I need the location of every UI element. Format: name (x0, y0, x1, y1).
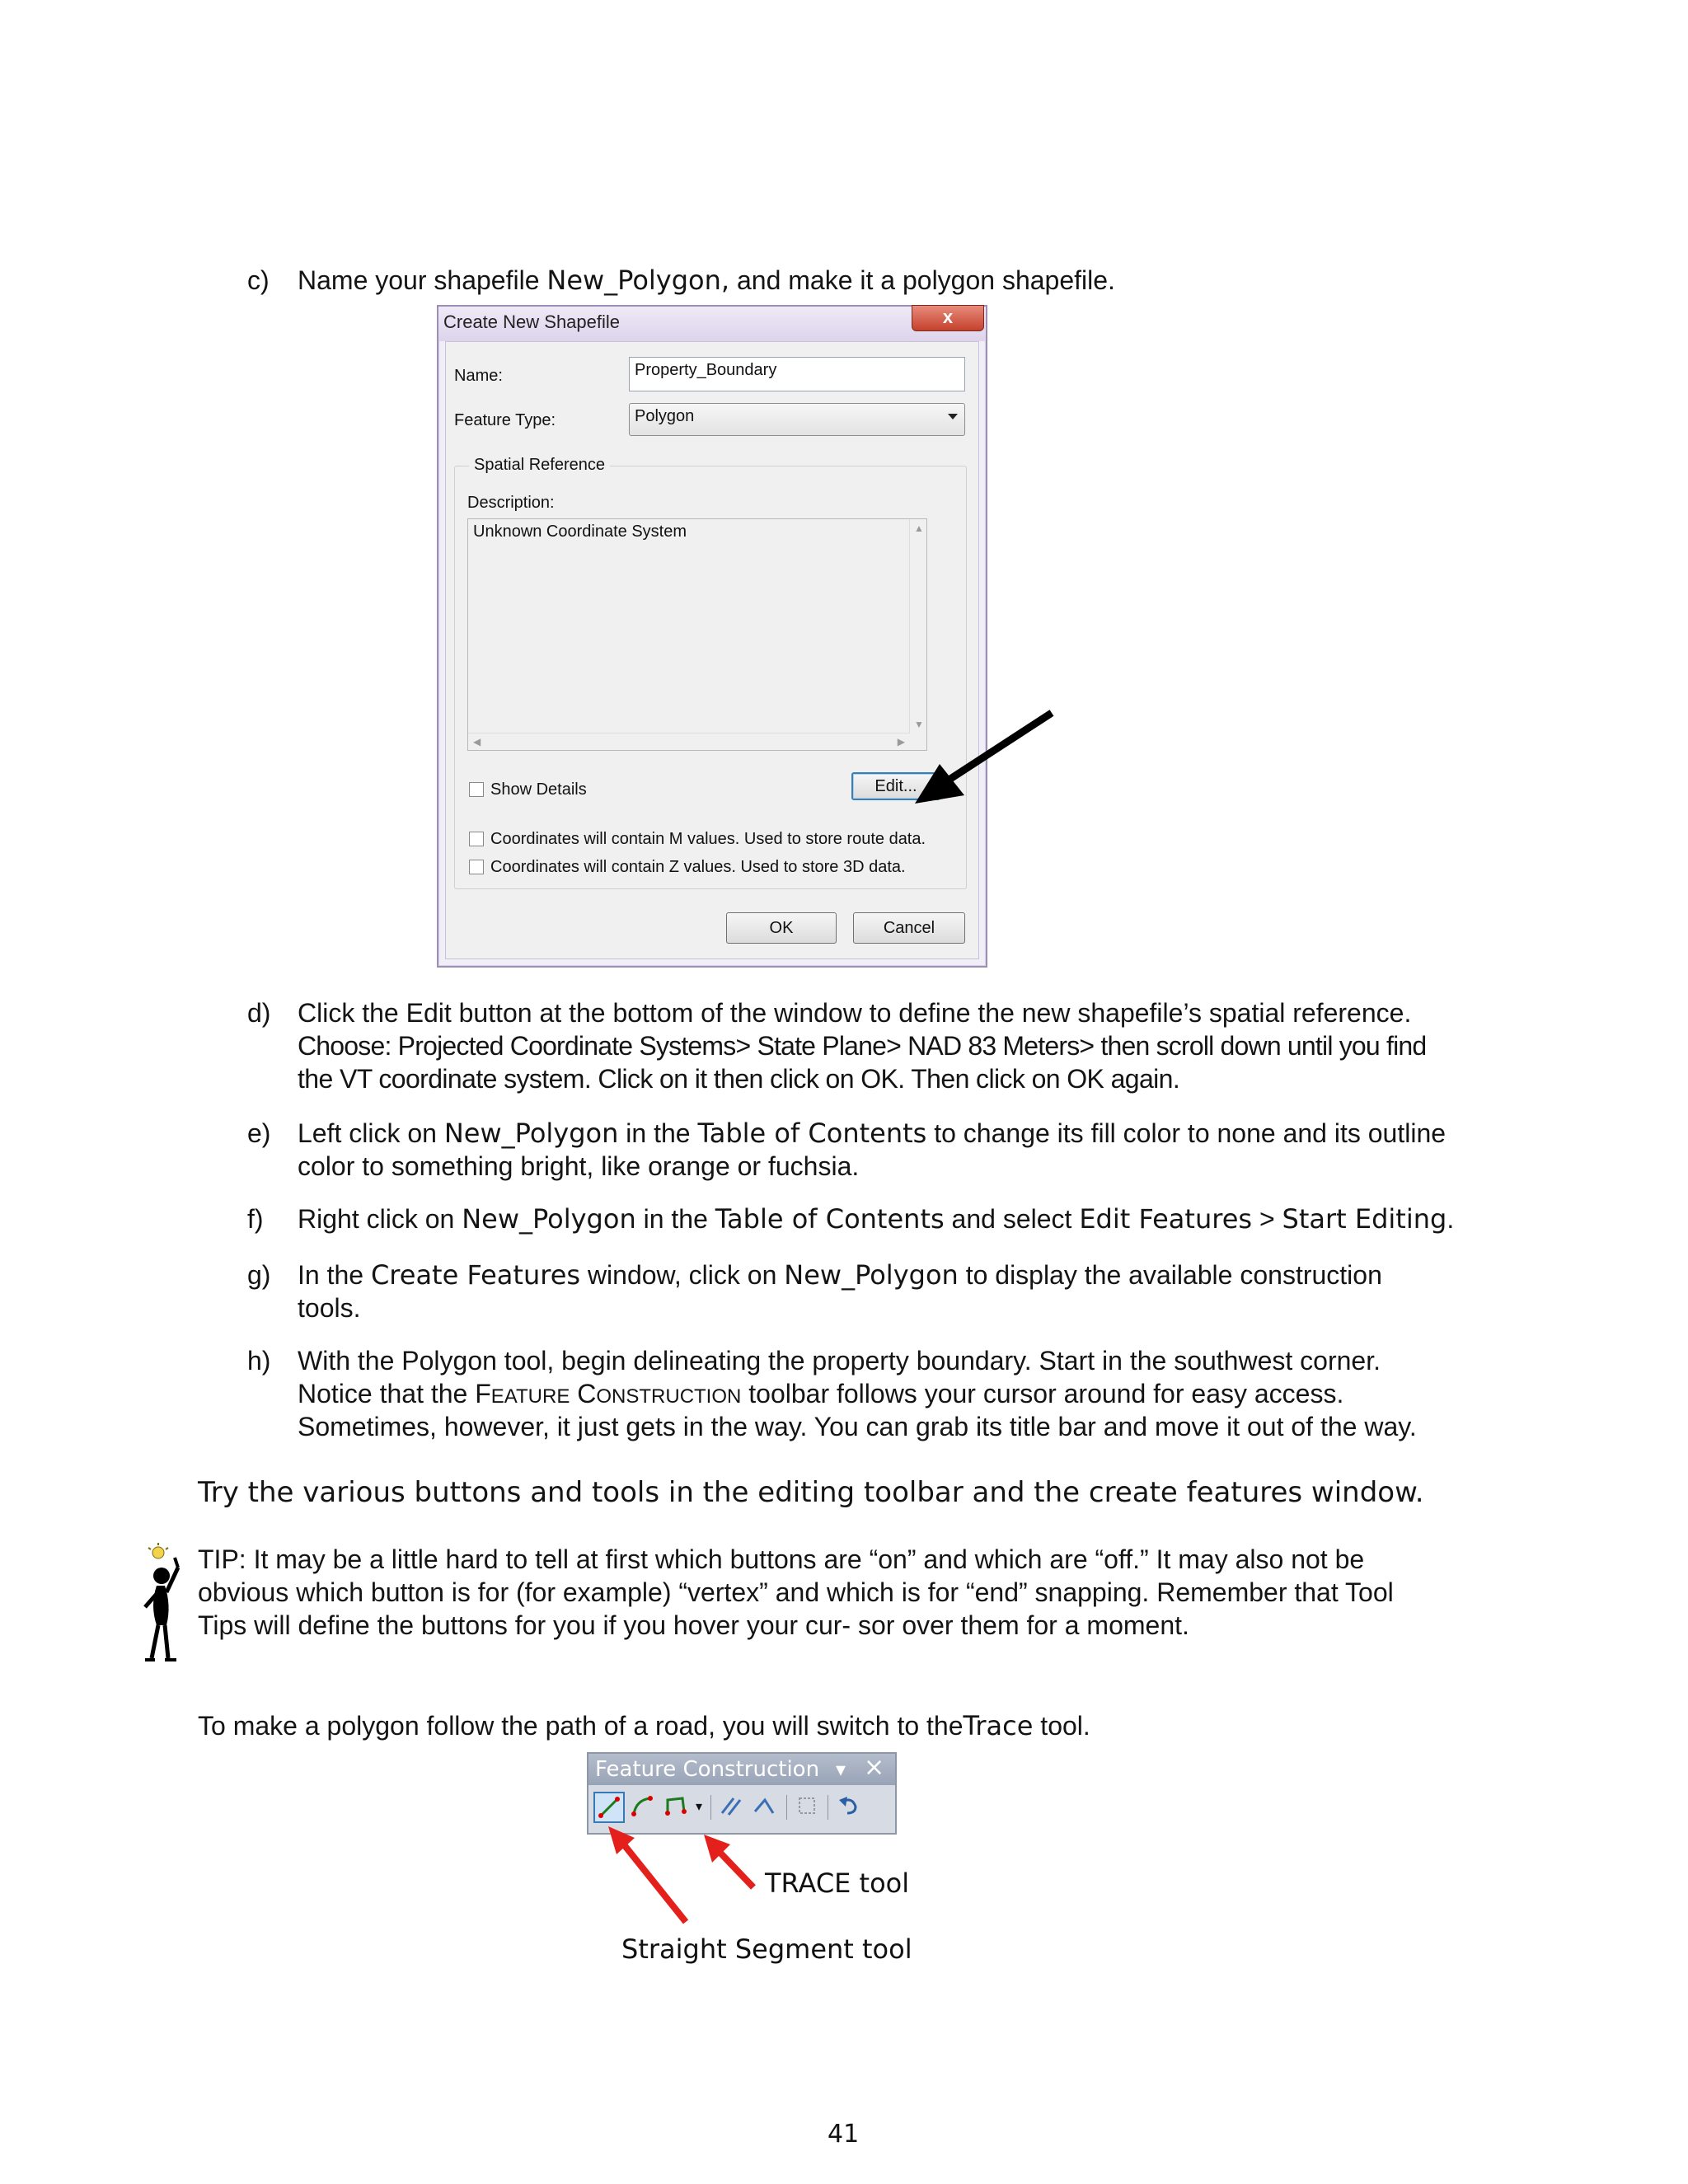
step-e-mid: in the (618, 1118, 698, 1148)
step-e-post: to change its fill color to none and its outline (926, 1118, 1447, 1148)
dialog-titlebar[interactable] (438, 307, 986, 341)
name-label: Name: (454, 367, 503, 385)
step-h-line2 (298, 1377, 1343, 1413)
toolbar-title: Feature Construction (595, 1757, 820, 1782)
finish-sketch-icon (793, 1792, 821, 1820)
undo-tool[interactable] (834, 1792, 865, 1823)
tip-line3: Tips will define the buttons for you if you hover your cur- sor over them for a moment. (198, 1610, 1189, 1640)
arc-segment-tool[interactable] (628, 1792, 659, 1823)
dialog-title: Create New Shapefile (443, 312, 621, 332)
scroll-right-icon[interactable]: ▶ (897, 736, 905, 748)
step-g-name: New_Polygon (784, 1259, 959, 1291)
create-new-shapefile-dialog (437, 305, 987, 968)
step-h-sc-space (570, 1379, 577, 1408)
arc-segment-icon (628, 1792, 656, 1820)
step-g-post: to display the available construction (958, 1260, 1382, 1290)
step-h-sc1-big: F (475, 1379, 491, 1408)
step-f-menu1: Edit Features (1079, 1203, 1253, 1235)
step-g-window: Create Features (370, 1259, 581, 1291)
step-f-text (298, 1202, 1454, 1235)
trace-intro (198, 1709, 1090, 1742)
trace-dropdown-icon[interactable]: ▾ (696, 1800, 703, 1814)
show-details-checkbox[interactable] (469, 782, 484, 797)
step-e-line2: color to something bright, like orange or fuchsia. (298, 1151, 860, 1181)
step-c-marker: c) (247, 265, 270, 295)
step-h-line1: With the Polygon tool, begin delineating the property boundary. Start in the southwest corner. (298, 1346, 1381, 1376)
trace-intro-post: tool. (1033, 1711, 1090, 1741)
step-f-marker: f) (247, 1204, 264, 1234)
trace-intro-pre: To make a polygon follow the path of a road, you will switch to the (198, 1711, 964, 1741)
feature-type-select[interactable] (629, 403, 965, 436)
dialog-close-button[interactable]: x (912, 305, 984, 331)
parallel-icon (717, 1792, 745, 1820)
straight-segment-icon (595, 1793, 623, 1821)
feature-type-label: Feature Type: (454, 411, 556, 429)
description-box[interactable] (467, 518, 927, 751)
red-arrows-icon (602, 1821, 767, 1929)
step-h-marker: h) (247, 1346, 271, 1376)
step-d-line3: the VT coordinate system. Click on it then click on OK. Then click on OK again. (298, 1064, 1180, 1094)
step-h-sc1-small: EATURE (490, 1385, 570, 1408)
step-g-pre: In the (298, 1260, 371, 1290)
step-f-mid3: > (1252, 1204, 1282, 1234)
show-details-label: Show Details (490, 780, 587, 799)
step-e-toc: Table of Contents (697, 1118, 927, 1149)
thinking-figure-icon (138, 1543, 188, 1666)
scroll-up-icon[interactable]: ▲ (914, 523, 924, 534)
step-h-line3: Sometimes, however, it just gets in the way. You can grab its title bar and move it out of the way. (298, 1412, 1417, 1441)
step-d-line2: Choose: Projected Coordinate Systems> State Plane> NAD 83 Meters> then scroll down until you find (298, 1031, 1427, 1061)
step-f-mid: in the (635, 1204, 715, 1234)
chevron-down-icon (948, 414, 958, 419)
step-e-marker: e) (247, 1118, 271, 1148)
right-angle-icon (750, 1792, 778, 1820)
trace-tool-callout: TRACE tool (765, 1868, 910, 1899)
straight-segment-callout: Straight Segment tool (621, 1933, 912, 1965)
m-values-label: Coordinates will contain M values. Used to store route data. (490, 830, 926, 848)
step-d-line1: Click the Edit button at the bottom of the window to define the new shapefile’s spatial reference. (298, 998, 1412, 1028)
step-g-marker: g) (247, 1260, 271, 1290)
toolbar-separator (710, 1795, 711, 1820)
toolbar-dropdown-icon[interactable]: ▾ (836, 1758, 846, 1781)
step-c-text (298, 264, 1115, 297)
trace-tool[interactable] (661, 1792, 692, 1823)
step-f-menu2: Start Editing (1282, 1203, 1447, 1235)
finish-sketch-tool[interactable] (793, 1792, 824, 1823)
trace-intro-tool: Trace (963, 1710, 1034, 1741)
cancel-button[interactable]: Cancel (853, 912, 965, 944)
spatial-reference-legend: Spatial Reference (469, 456, 610, 475)
z-values-checkbox[interactable] (469, 860, 484, 874)
step-c-post: and make it a polygon shapefile. (729, 265, 1115, 295)
edit-button[interactable]: Edit... (851, 772, 940, 800)
step-f-name: New_Polygon (462, 1203, 636, 1235)
pointer-arrow-icon (907, 705, 1063, 812)
scroll-left-icon[interactable]: ◀ (473, 736, 481, 748)
step-c-pre: Name your shapefile (298, 265, 547, 295)
step-h-pre2: Notice that the (298, 1379, 476, 1408)
horizontal-scrollbar[interactable] (468, 733, 910, 750)
step-f-mid2: and select (944, 1204, 1080, 1234)
undo-icon (834, 1792, 862, 1820)
page-number: 41 (828, 2120, 860, 2149)
step-f-post: . (1447, 1204, 1455, 1234)
ok-button[interactable]: OK (726, 912, 837, 944)
trace-icon (661, 1792, 689, 1820)
step-f-toc: Table of Contents (715, 1203, 945, 1235)
step-g-mid: window, click on (580, 1260, 785, 1290)
step-h-post2: toolbar follows your cursor around for easy access. (741, 1379, 1344, 1408)
description-label: Description: (467, 494, 555, 512)
step-e-name: New_Polygon (443, 1118, 619, 1149)
step-h-sc2-big: C (577, 1379, 597, 1408)
step-e-line1 (298, 1117, 1446, 1150)
tip-line1: TIP: It may be a little hard to tell at first which buttons are “on” and which are “off.” It may also not be (198, 1544, 1365, 1574)
step-g-line1 (298, 1258, 1382, 1291)
vertical-scrollbar[interactable] (909, 519, 926, 733)
step-h-sc2-small: ONSTRUCTION (596, 1385, 742, 1408)
right-angle-tool[interactable] (750, 1792, 781, 1823)
step-g-line2: tools. (298, 1293, 361, 1323)
feature-type-value: Polygon (635, 407, 695, 425)
z-values-label: Coordinates will contain Z values. Used to store 3D data. (490, 858, 906, 876)
description-value: Unknown Coordinate System (473, 523, 687, 541)
step-f-pre: Right click on (298, 1204, 462, 1234)
step-d-marker: d) (247, 998, 271, 1028)
try-line: Try the various buttons and tools in the editing toolbar and the create features window. (198, 1476, 1424, 1509)
name-field[interactable]: Property_Boundary (629, 357, 965, 391)
straight-segment-tool[interactable] (593, 1792, 625, 1823)
toolbar-titlebar[interactable] (588, 1754, 895, 1785)
step-e-pre: Left click on (298, 1118, 444, 1148)
scroll-down-icon[interactable]: ▼ (914, 719, 924, 730)
dialog-body (445, 341, 979, 959)
parallel-tool[interactable] (717, 1792, 748, 1823)
toolbar-close-icon[interactable]: × (864, 1753, 885, 1782)
step-c-shapefile-name: New_Polygon, (546, 265, 730, 296)
tip-line2: obvious which button is for (for example) “vertex” and which is for “end” snapping. Remember that Tool (198, 1577, 1394, 1607)
m-values-checkbox[interactable] (469, 832, 484, 846)
toolbar-separator (786, 1795, 787, 1820)
